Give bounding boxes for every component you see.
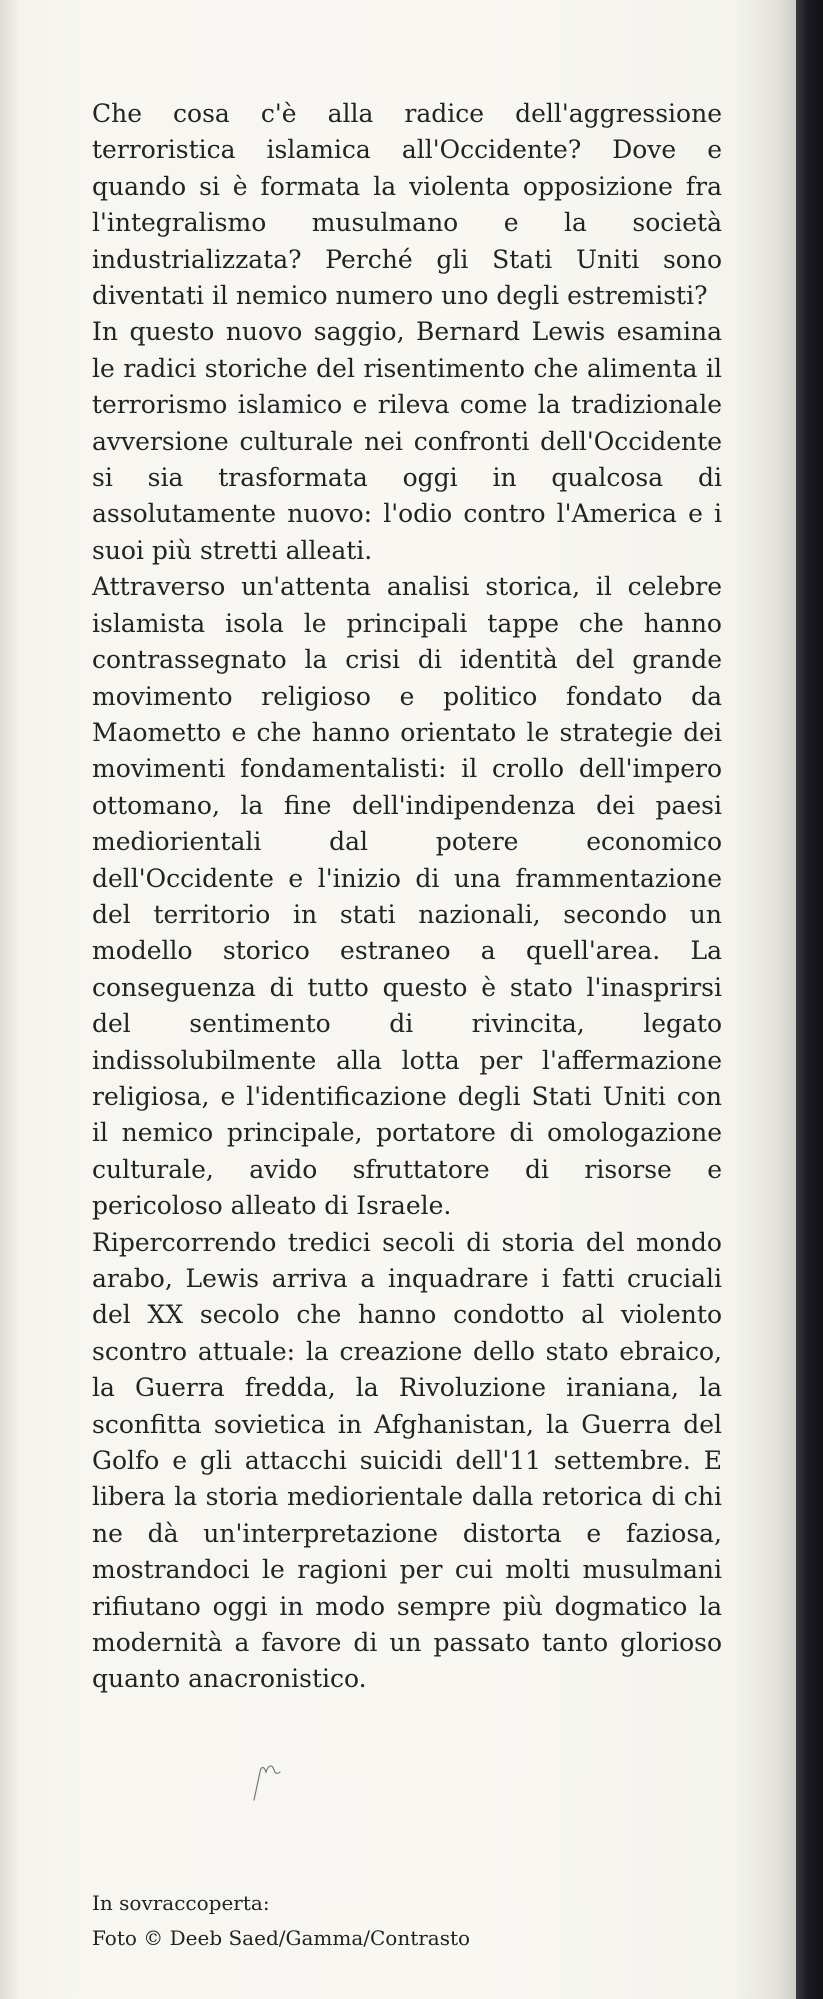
blurb-paragraph-3: Attraverso un'attenta analisi storica, il celebre islamista isola le principali tappe che hanno contrassegnato la crisi di identità del grande movimento religioso e politico fondato da Maometto e che hanno orientato le strategie dei movimenti fondamentalisti: il crollo dell'impero ottomano, la fine dell'indipendenza dei paesi mediorientali dal potere economico dell'Occidente e l'inizio di una frammentazione del territorio in stati nazionali, secondo un modello storico estraneo a quell'area. La conseguenza di tutto questo è stato l'inasprirsi del sentimento di rivincita, legato indissolubilmente alla lotta per l'affermazione religiosa, e l'identificazione degli Stati Uniti con il nemico principale, portatore di omologazione culturale, avido sfruttatore di risorse e pericoloso alleato di Israele. bbox=[92, 572, 722, 1221]
blurb-text bbox=[92, 96, 722, 1698]
photo-credit: Foto © Deeb Saed/Gamma/Contrasto bbox=[92, 1926, 471, 1950]
blurb-paragraph-1: Che cosa c'è alla radice dell'aggressione terroristica islamica all'Occidente? Dove e quando si è formata la violenta opposizione fra l'integralismo musulmano e la società industrializzata? Perché gli Stati Uniti sono diventati il nemico numero uno degli estremisti? bbox=[92, 99, 722, 311]
pencil-mark-icon bbox=[250, 1748, 310, 1808]
blurb-paragraph-2: In questo nuovo saggio, Bernard Lewis esamina le radici storiche del risentimento che alimenta il terrorismo islamico e rileva come la tradizionale avversione culturale nei confronti dell'Occidente si sia trasformata oggi in qualcosa di assolutamente nuovo: l'odio contro l'America e i suoi più stretti alleati. bbox=[92, 317, 722, 565]
book-spine-edge bbox=[796, 0, 823, 1999]
credits-label: In sovraccoperta: bbox=[92, 1891, 270, 1915]
cover-credits bbox=[92, 1886, 652, 1956]
blurb-paragraph-4: Ripercorrendo tredici secoli di storia del mondo arabo, Lewis arriva a inquadrare i fatti cruciali del XX secolo che hanno condotto al violento scontro attuale: la creazione dello stato ebraico, la Guerra fredda, la Rivoluzione iraniana, la sconfitta sovietica in Afghanistan, la Guerra del Golfo e gli attacchi suicidi dell'11 settembre. E libera la storia mediorientale dalla retorica di chi ne dà un'interpretazione distorta e faziosa, mostrandoci le ragioni per cui molti musulmani rifiutano oggi in modo sempre più dogmatico la modernità a favore di un passato tanto glorioso quanto anacronistico. bbox=[92, 1227, 722, 1694]
